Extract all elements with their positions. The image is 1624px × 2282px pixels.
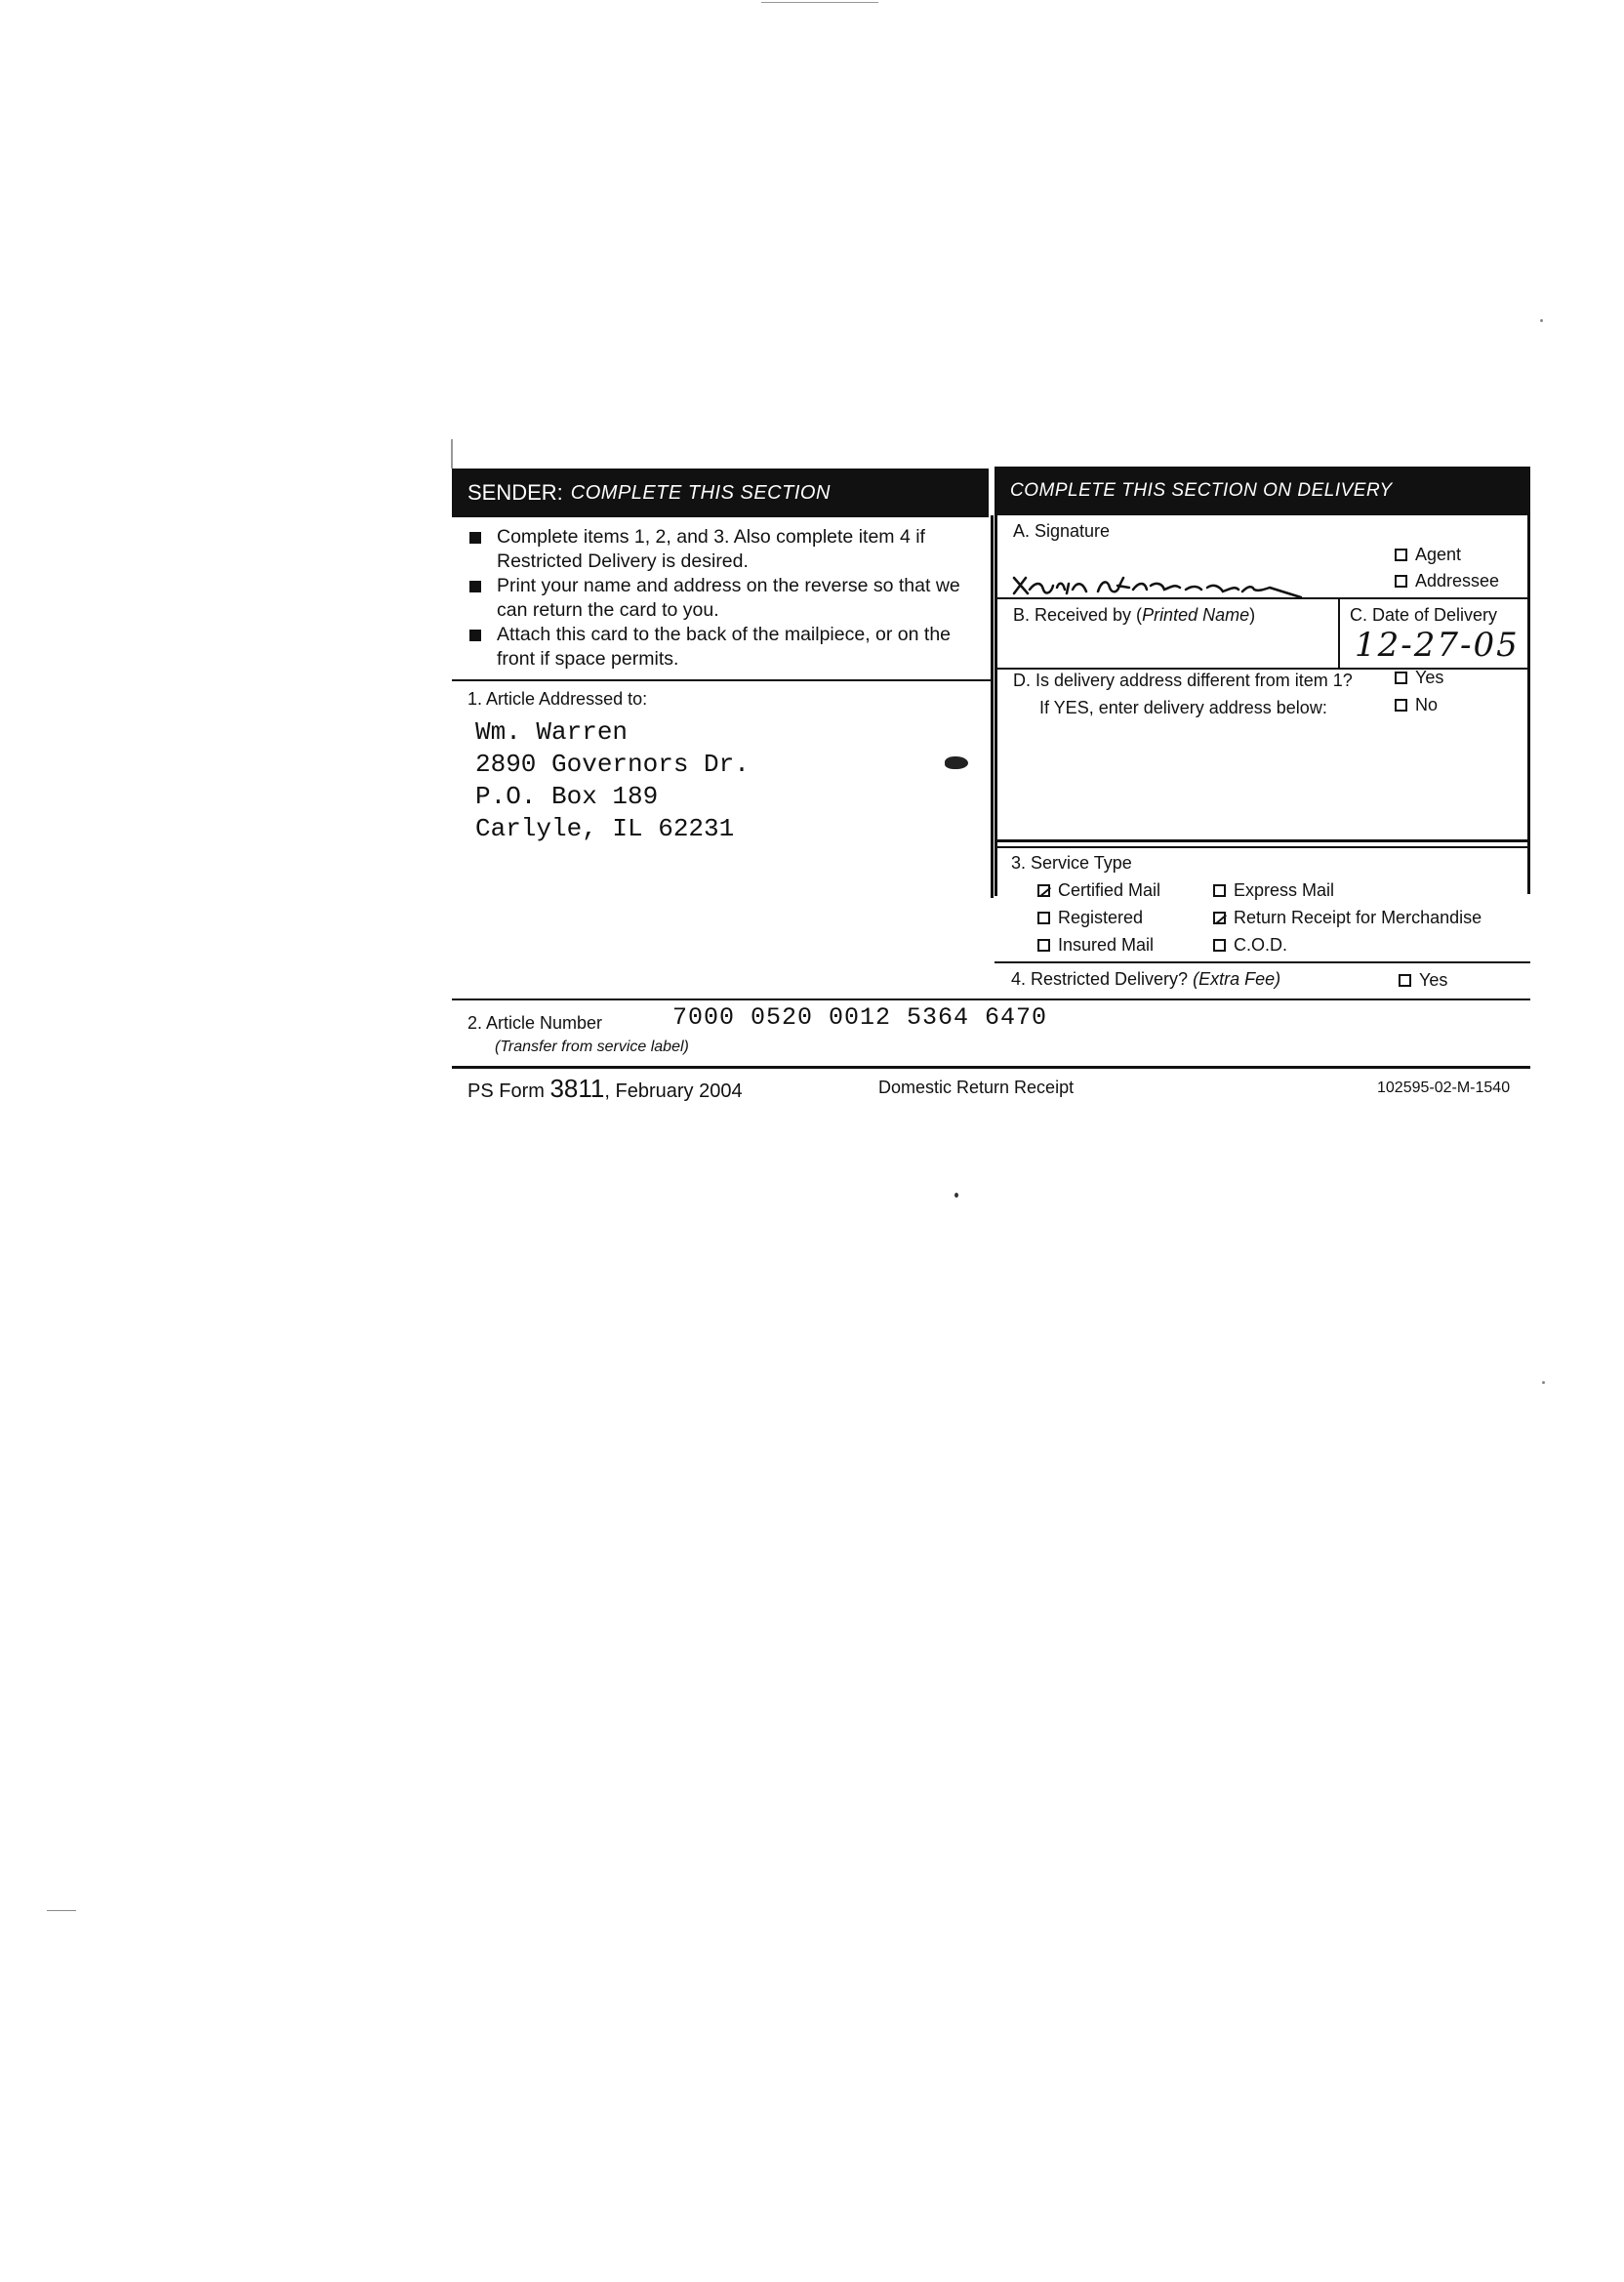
service-row-divider <box>995 961 1530 963</box>
certified-mail-checkbox[interactable] <box>1037 884 1050 897</box>
instruction-item: Print your name and address on the reverse so that we can return the card to you. <box>467 574 975 623</box>
different-no-option[interactable]: No <box>1395 695 1438 715</box>
instruction-item: Attach this card to the back of the mailpiece, or on the front if space permits. <box>467 623 975 672</box>
service-type-label: 3. Service Type <box>1011 853 1132 873</box>
form-title: Domestic Return Receipt <box>878 1078 1075 1097</box>
express-mail-option[interactable]: Express Mail <box>1213 880 1334 901</box>
different-no-checkbox[interactable] <box>1395 699 1407 712</box>
different-yes-option[interactable]: Yes <box>1395 668 1443 688</box>
delivery-bottom-border <box>995 839 1530 842</box>
sender-header <box>452 469 989 517</box>
registered-checkbox[interactable] <box>1037 912 1050 924</box>
addressee-option[interactable]: Addressee <box>1395 571 1499 591</box>
scan-artifact-line <box>761 2 878 3</box>
restricted-yes-option[interactable]: Yes <box>1399 970 1447 991</box>
handwritten-signature <box>1008 564 1330 607</box>
transfer-note: (Transfer from service label) <box>495 1039 689 1055</box>
restricted-yes-checkbox[interactable] <box>1399 974 1411 987</box>
ink-blot <box>945 756 968 769</box>
signature-label: A. Signature <box>1013 521 1111 541</box>
restricted-delivery-label: 4. Restricted Delivery? (Extra Fee) <box>1011 969 1281 989</box>
sender-header-italic: COMPLETE THIS SECTION <box>570 481 831 504</box>
return-receipt-checkbox[interactable] <box>1213 912 1226 924</box>
address-line: P.O. Box 189 <box>475 782 659 811</box>
scan-artifact-line <box>451 439 453 469</box>
delivery-header-text: COMPLETE THIS SECTION ON DELIVERY <box>1010 480 1393 501</box>
bullet-square-icon <box>469 532 481 544</box>
article-number-value: 7000 0520 0012 5364 6470 <box>672 1003 1048 1032</box>
agent-checkbox[interactable] <box>1395 549 1407 561</box>
addressee-checkbox[interactable] <box>1395 575 1407 588</box>
different-yes-checkbox[interactable] <box>1395 672 1407 684</box>
return-receipt-option[interactable]: Return Receipt for Merchandise <box>1213 908 1482 928</box>
handwritten-delivery-date: 12-27-05 <box>1355 626 1520 665</box>
address-line: Carlyle, IL 62231 <box>475 814 735 843</box>
footer-divider <box>452 1066 1530 1069</box>
scan-speck <box>1540 319 1543 322</box>
received-by-label: B. Received by (Printed Name) <box>1013 605 1256 625</box>
insured-mail-checkbox[interactable] <box>1037 939 1050 952</box>
sender-instructions <box>467 525 975 672</box>
scan-speck <box>954 1193 958 1198</box>
sender-header-bold: SENDER: <box>467 480 563 505</box>
scan-artifact-line <box>47 1910 76 1911</box>
center-divider <box>991 515 994 898</box>
article-addressed-label: 1. Article Addressed to: <box>467 689 648 709</box>
form-code: 102595-02-M-1540 <box>1377 1080 1511 1096</box>
return-receipt-card <box>452 467 1530 1107</box>
date-column-divider <box>1338 597 1340 668</box>
agent-option[interactable]: Agent <box>1395 545 1461 565</box>
delivery-right-border <box>1527 515 1530 894</box>
recipient-address <box>475 716 750 845</box>
different-address-instruction: If YES, enter delivery address below: <box>1039 698 1327 717</box>
cod-option[interactable]: C.O.D. <box>1213 935 1287 956</box>
delivery-bottom-border-inner <box>995 846 1530 848</box>
bullet-square-icon <box>469 581 481 592</box>
certified-mail-option[interactable]: Certified Mail <box>1037 880 1160 901</box>
ps-form-label: PS Form 3811, February 2004 <box>467 1074 743 1103</box>
registered-option[interactable]: Registered <box>1037 908 1143 928</box>
delivery-header <box>995 467 1530 515</box>
sender-divider <box>452 679 991 681</box>
scan-speck <box>1542 1381 1545 1384</box>
article-number-divider <box>452 998 1530 1000</box>
address-line: Wm. Warren <box>475 717 629 747</box>
address-line: 2890 Governors Dr. <box>475 750 750 779</box>
cod-checkbox[interactable] <box>1213 939 1226 952</box>
express-mail-checkbox[interactable] <box>1213 884 1226 897</box>
bullet-square-icon <box>469 630 481 641</box>
insured-mail-option[interactable]: Insured Mail <box>1037 935 1154 956</box>
different-address-question: D. Is delivery address different from item 1? <box>1013 671 1353 690</box>
instruction-item: Complete items 1, 2, and 3. Also complete item 4 if Restricted Delivery is desired. <box>467 525 975 574</box>
date-of-delivery-label: C. Date of Delivery <box>1350 605 1498 625</box>
article-number-label: 2. Article Number <box>467 1013 603 1033</box>
date-row-divider <box>995 668 1530 670</box>
signature-row-divider <box>995 597 1530 599</box>
